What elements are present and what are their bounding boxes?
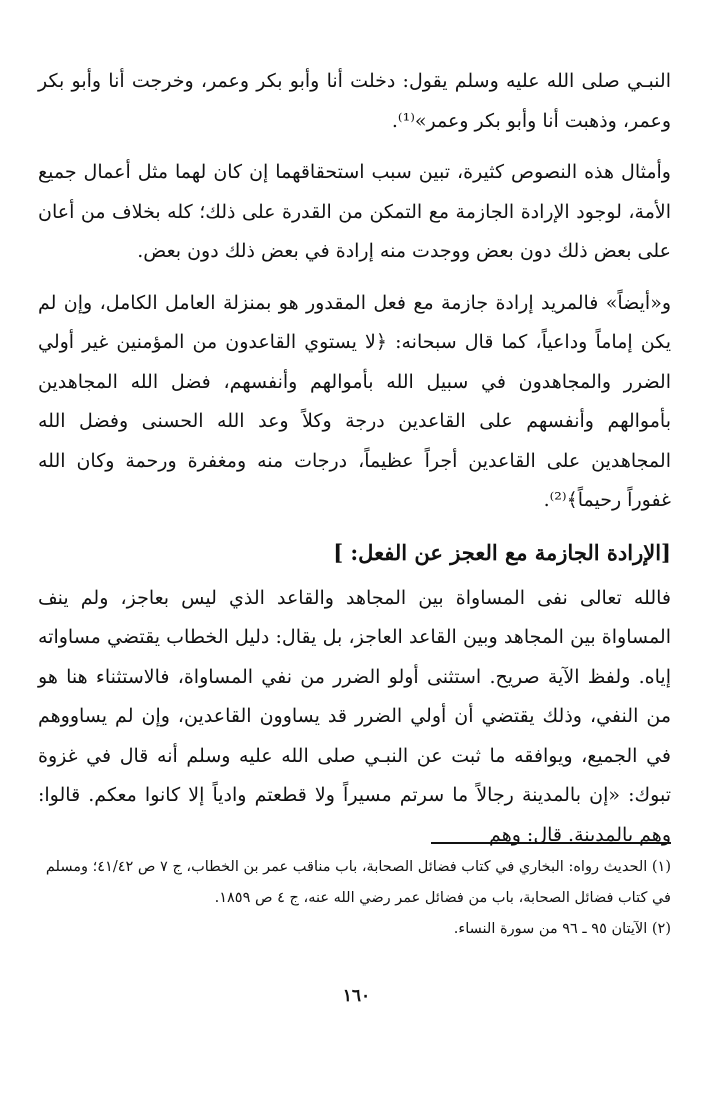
section-heading: [الإرادة الجازمة مع العجز عن الفعل: ] (333, 539, 671, 565)
footnote-1: (١) الحديث رواه: البخاري في كتاب فضائل الصحابة، باب مناقب عمر بن الخطاب، ج ٧ ص ٤١/٤٢؛ ومسلم في كتاب فضائل الصحابة، باب من فضائل عمر رضي الله عنه، ج ٤ ص ١٨٥٩. (45, 859, 671, 906)
body-paragraph-3: و«أيضاً» فالمريد إرادة جازمة مع فعل المقدور هو بمنزلة العامل الكامل، وإن لم يكن إماماً وداعياً، كما قال سبحانه: ﴿لا يستوي القاعدون من المؤمنين غير أولي الضرر والمجاهدون في سبيل الله بأموالهم وأنفسهم، فضل الله المجاهدين بأموالهم وأنفسهم على القاعدين درجة وكلاً وعد الله الحسنى وفضل الله المجاهدين على القاعدين أجراً عظيماً، درجات منه ومغفرة ورحمة وكان الله غفوراً رحيماً﴾⁽²⁾. (38, 291, 671, 511)
footnotes (38, 852, 671, 945)
body-paragraph-1: النبـي صلى الله عليه وسلم يقول: دخلت أنا وأبو بكر وعمر، وخرجت أنا وأبو بكر وعمر، وذهبت أنا وأبو بكر وعمر»⁽¹⁾. (38, 70, 671, 132)
footnote-2: (٢) الآيتان ٩٥ ـ ٩٦ من سورة النساء. (453, 921, 671, 937)
body-paragraph-2: وأمثال هذه النصوص كثيرة، تبين سبب استحقاقهما إن كان لهما مثل أعمال جميع الأمة، لوجود الإرادة الجازمة مع التمكن من القدرة على ذلك؛ كله بخلاف من أعان على بعض ذلك دون بعض ووجدت منه إرادة في بعض ذلك دون بعض. (38, 161, 671, 262)
page-body (38, 62, 671, 867)
page-number: ١٦٠ (342, 986, 371, 1006)
body-paragraph-4: فالله تعالى نفى المساواة بين المجاهد والقاعد الذي ليس بعاجز، ولم ينف المساواة بين المجاهد وبين القاعد العاجز، بل يقال: دليل الخطاب يقتضي مساواته إياه. ولفظ الآية صريح. استثنى أولو الضرر من نفي المساواة، فالاستثناء هنا هو من النفي، وذلك يقتضي أن أولي الضرر قد يساوون القاعدين، وإن لم يساووهم في الجميع، ويوافقه ما ثبت عن النبـي صلى الله عليه وسلم أنه قال في غزوة تبوك: «إن بالمدينة رجالاً ما سرتم مسيراً ولا قطعتم وادياً إلا كانوا معكم. قالوا: وهم بالمدينة. قال: وهم (38, 586, 671, 846)
footnote-divider (431, 842, 671, 844)
